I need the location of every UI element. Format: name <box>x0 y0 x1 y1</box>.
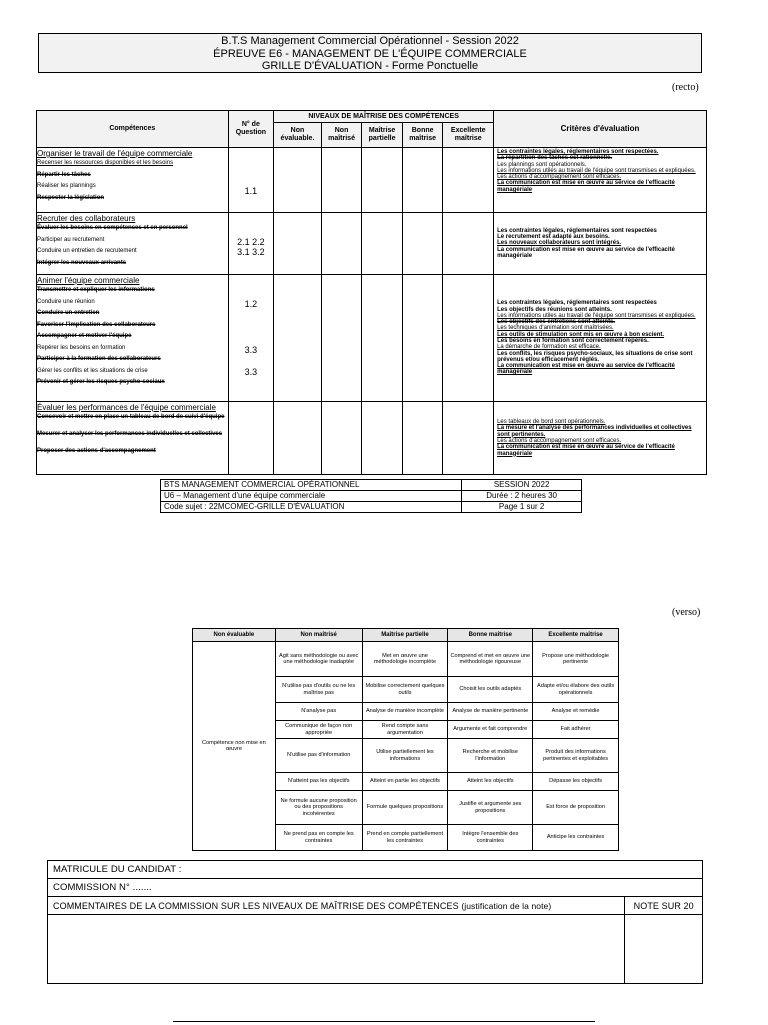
criterion: Les informations utiles au travail de l'équipe sont transmises et expliquées. <box>497 312 696 319</box>
criterion: Les contraintes légales, réglementaires sont respectées <box>497 227 657 234</box>
competence-item: Favoriser l'implication des collaborateurs <box>37 321 156 328</box>
verso-header: Excellente maîtrise <box>533 629 619 642</box>
level-header: Excellente maîtrise <box>443 123 494 148</box>
commission-label: COMMISSION N° ....... <box>53 882 152 893</box>
level-cell[interactable] <box>443 402 494 475</box>
section-row <box>37 148 707 213</box>
criterion: La communication est mise en œuvre au service de l'efficacité managériale <box>497 180 675 193</box>
comments-header <box>48 897 625 915</box>
level-cell[interactable] <box>402 148 443 213</box>
section-row <box>37 275 707 402</box>
verso-cell: Fait adhérer <box>533 721 619 739</box>
header-line-3: GRILLE D'ÉVALUATION - Forme Ponctuelle <box>261 60 479 72</box>
levels-reference-table <box>192 628 619 851</box>
criterion: Les informations utiles au travail de l'équipe sont transmises et expliquées. <box>497 167 696 174</box>
criterion: Les plannings sont opérationnels. <box>497 161 587 168</box>
level-header: Non évaluable. <box>274 123 322 148</box>
level-cell[interactable] <box>274 148 322 213</box>
level-cell[interactable] <box>274 213 322 275</box>
level-cell[interactable] <box>402 275 443 402</box>
verso-cell: Argumente et fait comprendre <box>448 721 533 739</box>
col-levels: NIVEAUX DE MAÎTRISE DES COMPÉTENCES <box>274 111 494 123</box>
verso-cell: Met en œuvre une méthodologie incomplète <box>362 642 448 677</box>
competence-cell <box>37 213 229 275</box>
criterion: La démarche de formation est efficace. <box>497 344 601 351</box>
candidate-matricule[interactable] <box>48 861 703 879</box>
verso-cell: N'atteint pas les objectifs <box>275 773 362 791</box>
question-number: 1.1 <box>244 186 258 196</box>
criterion: Les tableaux de bord sont opérationnels. <box>497 419 606 426</box>
question-number: 2.1 2.2 <box>237 237 265 247</box>
verso-cell: Formule quelques propositions <box>362 791 448 825</box>
verso-cell: Atteint les objectifs <box>448 773 533 791</box>
level-cell[interactable] <box>402 402 443 475</box>
criterion: Les outils de stimulation sont mis en œuvre à bon escient. <box>497 331 665 338</box>
criterion: Les besoins en formation sont correctement repérés. <box>497 338 649 344</box>
verso-cell: Recherche et mobilise l'information <box>448 739 533 773</box>
competence-item: Proposer des actions d'accompagnement <box>37 448 156 454</box>
competence-item: Participer au recrutement <box>37 236 105 243</box>
note-field[interactable] <box>625 915 703 984</box>
criterion: Les objectifs des entretiens sont atteints. <box>497 319 616 326</box>
competence-item: Conduire un entretien <box>37 310 100 316</box>
level-header: Non maîtrisé <box>321 123 362 148</box>
verso-cell: N'utilise pas d'information <box>275 739 362 773</box>
criterion: Les techniques d'animation sont maîtrisées. <box>497 325 614 332</box>
verso-cell: Rend compte sans argumentation <box>362 721 448 739</box>
level-cell[interactable] <box>274 275 322 402</box>
verso-cell: Dépasse les objectifs <box>533 773 619 791</box>
col-competences: Compétences <box>37 111 229 148</box>
verso-label: (verso) <box>672 607 701 618</box>
verso-cell: Ne formule aucune proposition ou des propositions incohérentes <box>275 791 362 825</box>
verso-header: Bonne maîtrise <box>448 629 533 642</box>
candidate-commission[interactable] <box>48 879 703 897</box>
section-row <box>37 402 707 475</box>
level-cell[interactable] <box>402 213 443 275</box>
evaluation-grid <box>36 110 707 475</box>
footer-session: SESSION 2022 <box>462 480 582 491</box>
criterion: Les actions d'accompagnement sont efficaces. <box>497 438 622 444</box>
verso-cell: Atteint en partie les objectifs <box>362 773 448 791</box>
criterion: Les conflits, les risques psycho-sociaux, les situations de crise sont prévenus et/ou efficacement réglés. <box>497 350 693 363</box>
level-cell[interactable] <box>321 402 362 475</box>
competence-item: Mesurer et analyser les performances individuelles et collectives <box>37 431 223 437</box>
competence-item: Conduire un entretien de recrutement <box>37 248 137 254</box>
criterion: Les contraintes légales, réglementaires sont respectées. <box>497 149 659 155</box>
level-cell[interactable] <box>362 402 403 475</box>
footer-info <box>160 479 582 513</box>
verso-header: Non évaluable <box>193 629 276 642</box>
verso-cell: Anticipe les contraintes <box>533 825 619 851</box>
verso-header: Non maîtrisé <box>275 629 362 642</box>
question-number: 3.3 <box>244 345 258 355</box>
section-title: Organiser le travail de l'équipe commerciale <box>37 149 193 158</box>
verso-cell: N'analyse pas <box>275 703 362 721</box>
verso-cell: Communique de façon non appropriée <box>275 721 362 739</box>
matricule-label: MATRICULE DU CANDIDAT : <box>53 864 182 875</box>
verso-cell: Mobilise correctement quelques outils <box>362 677 448 703</box>
question-number: 3.3 <box>244 367 258 377</box>
verso-cell: Analyse de manière pertinente <box>448 703 533 721</box>
criteria-cell <box>494 402 707 475</box>
header-box <box>38 33 702 73</box>
criterion: Les nouveaux collaborateurs sont intégrés. <box>497 240 622 247</box>
justification-label: (justification de la note) <box>461 900 552 911</box>
footer-exam: BTS MANAGEMENT COMMERCIAL OPÉRATIONNEL <box>161 480 462 491</box>
header-line-1: B.T.S Management Commercial Opérationnel - Session 2022 <box>221 35 519 47</box>
level-cell[interactable] <box>321 275 362 402</box>
section-title: Animer l'équipe commerciale <box>37 276 140 285</box>
level-cell[interactable] <box>321 213 362 275</box>
footer-code: Code sujet : 22MCOMEC-GRILLE D'ÉVALUATION <box>161 502 462 513</box>
level-cell[interactable] <box>443 148 494 213</box>
recto-label: (recto) <box>672 82 699 93</box>
level-cell[interactable] <box>443 275 494 402</box>
section-row <box>37 213 707 275</box>
competence-cell <box>37 402 229 475</box>
competence-item: Participer à la formation des collaborateurs <box>37 356 161 362</box>
section-title: Recruter des collaborateurs <box>37 214 136 223</box>
verso-cell: Utilise partiellement les informations <box>362 739 448 773</box>
note-header: NOTE SUR 20 <box>625 897 703 915</box>
competence-cell <box>37 275 229 402</box>
criterion: Les contraintes légales, réglementaires sont respectées <box>497 300 657 307</box>
verso-first-col: Compétence non mise en œuvre <box>193 642 276 851</box>
next-footer-edge <box>173 1021 595 1025</box>
footer-page: Page 1 sur 2 <box>462 502 582 513</box>
question-number: 1.2 <box>244 299 258 309</box>
competence-item: Respecter la législation <box>37 194 105 201</box>
criterion: La communication est mise en œuvre au service de l'efficacité managériale <box>497 246 675 259</box>
criterion: La communication est mise en œuvre au service de l'efficacité managériale <box>497 363 675 376</box>
criterion: Le recrutement est adapté aux besoins. <box>497 234 610 241</box>
question-cell <box>228 148 274 213</box>
col-criteria: Critères d'évaluation <box>494 111 707 148</box>
section-title: Évaluer les performances de l'équipe commerciale <box>37 403 216 412</box>
criterion: La communication est mise en œuvre au service de l'efficacité managériale <box>497 444 675 457</box>
verso-cell: Adapte et/ou élabore des outils opérationnels <box>533 677 619 703</box>
verso-cell: Propose une méthodologie pertinente <box>533 642 619 677</box>
competence-item: Repérer les besoins en formation <box>37 344 126 351</box>
level-cell[interactable] <box>362 275 403 402</box>
competence-item: Répartir les tâches <box>37 171 91 178</box>
level-cell[interactable] <box>362 148 403 213</box>
competence-cell <box>37 148 229 213</box>
comments-field[interactable] <box>48 915 625 984</box>
verso-cell: Produit des informations pertinentes et exploitables <box>533 739 619 773</box>
criteria-cell <box>494 275 707 402</box>
verso-cell: Analyse et remédie <box>533 703 619 721</box>
criteria-cell <box>494 148 707 213</box>
question-number: 3.1 3.2 <box>237 247 265 257</box>
competence-item: Transmettre et expliquer les informations <box>37 287 155 293</box>
competence-item: Accompagner et motiver l'équipe <box>37 333 132 339</box>
criteria-cell <box>494 213 707 275</box>
verso-cell: Justifie et argumente ses propositions <box>448 791 533 825</box>
competence-item: Concevoir et mettre en place un tableau de bord de suivi d'équipe <box>37 414 225 420</box>
verso-cell: Prend en compte partiellement les contraintes <box>362 825 448 851</box>
verso-cell: Choisit les outils adaptés <box>448 677 533 703</box>
criterion: Les actions d'accompagnement sont efficaces. <box>497 174 622 181</box>
candidate-box <box>47 860 703 984</box>
level-cell[interactable] <box>321 148 362 213</box>
level-cell[interactable] <box>362 213 403 275</box>
verso-header: Maîtrise partielle <box>362 629 448 642</box>
verso-cell: Comprend et met en œuvre une méthodologie rigoureuse <box>448 642 533 677</box>
col-question: N° de Question <box>228 111 274 148</box>
level-header: Bonne maîtrise <box>402 123 443 148</box>
question-cell <box>228 213 274 275</box>
competence-item: Prévenir et gérer les risques psycho-sociaux <box>37 379 165 385</box>
footer-duration: Durée : 2 heures 30 <box>462 491 582 502</box>
competence-item: Intégrer les nouveaux arrivants <box>37 259 127 266</box>
criterion: La répartition des tâches est rationnelle. <box>497 155 613 162</box>
criterion: La mesure et l'analyse des performances individuelles et collectives sont pertinentes. <box>497 425 692 438</box>
verso-cell: Ne prend pas en compte les contraintes <box>275 825 362 851</box>
verso-cell: Intègre l'ensemble des contraintes <box>448 825 533 851</box>
competence-item: Recenser les ressources disponibles et les besoins <box>37 160 174 166</box>
level-cell[interactable] <box>274 402 322 475</box>
comments-label: COMMENTAIRES DE LA COMMISSION SUR LES NIVEAUX DE MAÎTRISE DES COMPÉTENCES <box>53 900 459 911</box>
competence-item: Évaluer les besoins en compétences et en personnel <box>37 225 188 231</box>
verso-cell: Est force de proposition <box>533 791 619 825</box>
level-header: Maîtrise partielle <box>362 123 403 148</box>
competence-item: Conduire une réunion <box>37 298 95 305</box>
verso-cell: Agit sans méthodologie ou avec une méthodologie inadaptée <box>275 642 362 677</box>
header-line-2: ÉPREUVE E6 - MANAGEMENT DE L'ÉQUIPE COMMERCIALE <box>213 47 527 60</box>
criterion: Les objectifs des réunions sont atteints. <box>497 306 612 313</box>
level-cell[interactable] <box>443 213 494 275</box>
verso-cell: N'utilise pas d'outils ou ne les maîtrise pas <box>275 677 362 703</box>
footer-unit: U6 – Management d'une équipe commerciale <box>161 491 462 502</box>
question-cell <box>228 402 274 475</box>
verso-cell: Analyse de manière incomplète <box>362 703 448 721</box>
question-cell <box>228 275 274 402</box>
competence-item: Réaliser les plannings <box>37 183 96 189</box>
competence-item: Gérer les conflits et les situations de crise <box>37 367 148 374</box>
